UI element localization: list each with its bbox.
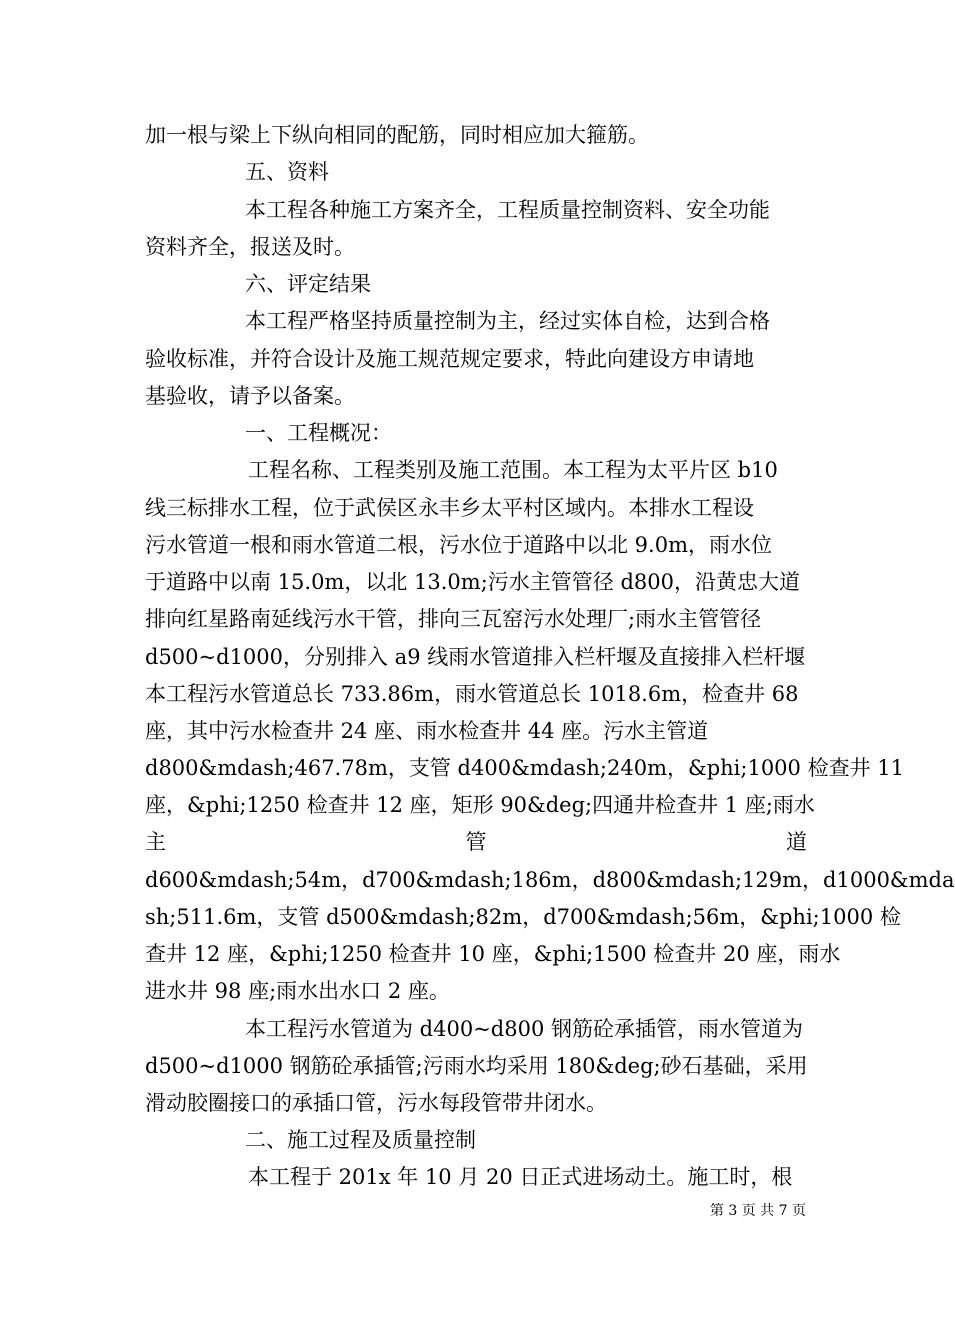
text-line: 于道路中以南 15.0m，以北 13.0m;污水主管管径 d800，沿黄忠大道 — [145, 570, 800, 594]
page-footer: 第 3 页 共 7 页 — [709, 1203, 806, 1219]
text-line: 本工程污水管道为 d400~d800 钢筋砼承插管，雨水管道为 — [245, 1017, 803, 1041]
text-line: 本工程严格坚持质量控制为主，经过实体自检，达到合格 — [245, 309, 770, 333]
section-heading: 二、施工过程及质量控制 — [245, 1128, 476, 1152]
text-line: d500~d1000 钢筋砼承插管;污雨水均采用 180&deg;砂石基础，采用 — [145, 1054, 808, 1078]
section-heading: 五、资料 — [245, 160, 329, 184]
text-line: 进水井 98 座;雨水出水口 2 座。 — [145, 979, 450, 1003]
text-line: 资料齐全，报送及时。 — [145, 235, 355, 259]
text-line: 排向红星路南延线污水干管，排向三瓦窑污水处理厂;雨水主管管径 — [145, 607, 762, 631]
text-line: 验收标准，并符合设计及施工规范规定要求，特此向建设方申请地 — [145, 347, 754, 371]
section-heading: 六、评定结果 — [245, 272, 371, 296]
text-line: 座，其中污水检查井 24 座、雨水检查井 44 座。污水主管道 — [145, 719, 709, 743]
text-line: 工程名称、工程类别及施工范围。本工程为太平片区 b10 — [248, 458, 778, 482]
text-line: 滑动胶圈接口的承插口管，污水每段管带井闭水。 — [145, 1091, 607, 1115]
text-line: d500~d1000，分别排入 a9 线雨水管道排入栏杆堰及直接排入栏杆堰 — [145, 645, 806, 669]
text-line: 加一根与梁上下纵向相同的配筋，同时相应加大箍筋。 — [145, 123, 649, 147]
text-line: 基验收，请予以备案。 — [145, 384, 355, 408]
justified-line — [145, 824, 807, 860]
text-line: sh;511.6m，支管 d500&mdash;82m，d700&mdash;56m，&phi;1000 检 — [145, 905, 901, 929]
section-heading: 一、工程概况： — [245, 421, 392, 445]
text-line: 查井 12 座，&phi;1250 检查井 10 座，&phi;1500 检查井 20 座，雨水 — [145, 942, 841, 966]
justified-char: 管 — [465, 830, 487, 854]
text-line: 污水管道一根和雨水管道二根，污水位于道路中以北 9.0m，雨水位 — [145, 533, 772, 557]
text-line: 本工程污水管道总长 733.86m，雨水管道总长 1018.6m，检查井 68 — [145, 682, 799, 706]
text-line: d800&mdash;467.78m，支管 d400&mdash;240m，&phi;1000 检查井 11 — [145, 756, 904, 780]
justified-char: 主 — [145, 830, 166, 854]
justified-char: 道 — [786, 830, 807, 854]
text-line: 本工程各种施工方案齐全，工程质量控制资料、安全功能 — [245, 198, 770, 222]
text-line: 本工程于 201x 年 10 月 20 日正式进场动土。施工时，根 — [248, 1165, 793, 1189]
text-line: 座，&phi;1250 检查井 12 座，矩形 90&deg;四通井检查井 1 座;雨水 — [145, 793, 815, 817]
text-line: d600&mdash;54m，d700&mdash;186m，d800&mdash;129m，d1000&mda — [145, 868, 955, 892]
text-line: 线三标排水工程，位于武侯区永丰乡太平村区域内。本排水工程设 — [145, 496, 754, 520]
